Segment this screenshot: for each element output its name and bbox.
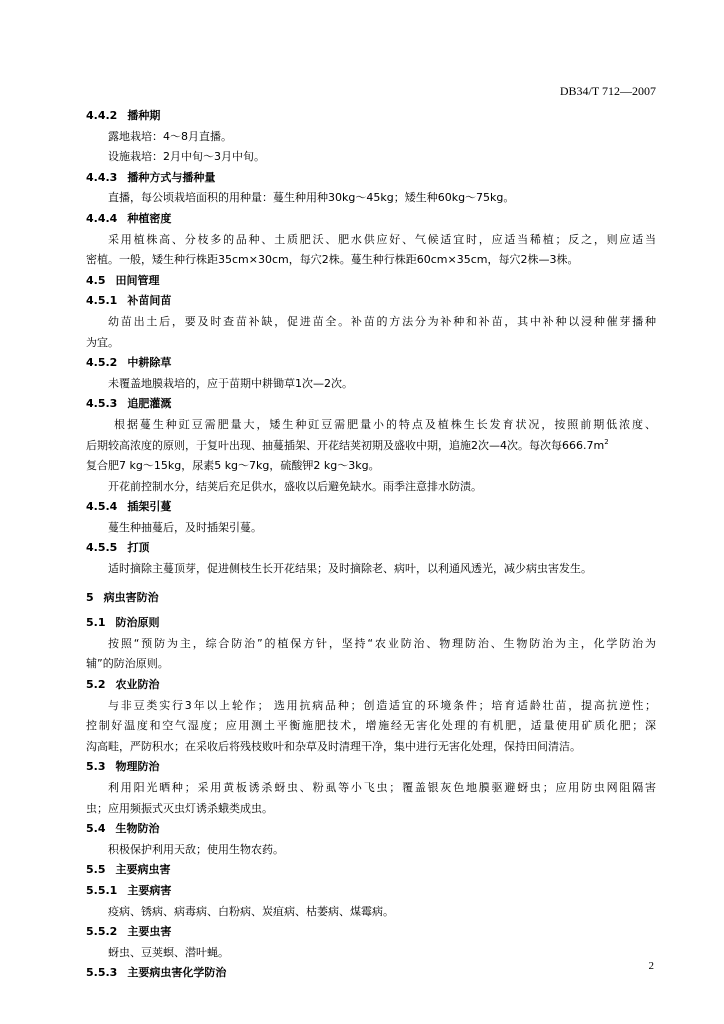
paragraph-line: 沟高畦，严防积水；在采收后将残枝败叶和杂草及时清理干净，集中进行无害化处理，保持田间清洁。 xyxy=(86,739,581,753)
paragraph-line: 复合肥7 kg～15kg，尿素5 kg～7kg，硫酸钾2 kg～3kg。 xyxy=(86,459,380,473)
paragraph-line: 按照“预防为主，综合防治”的植保方针，坚持“农业防治、物理防治、生物防治为主，化学防治为 xyxy=(108,636,656,650)
paragraph-line: 利用阳光晒种；采用黄板诱杀蚜虫、粉虱等小飞虫；覆盖银灰色地膜驱避蚜虫；应用防虫网阻隔害 xyxy=(108,781,656,794)
section-heading: 4.4.4 种植密度 xyxy=(86,211,172,225)
section-heading: 4.4.2 播种期 xyxy=(86,109,161,122)
page-number: 2 xyxy=(648,960,654,972)
chapter-heading: 5 病虫害防治 xyxy=(86,590,159,604)
paragraph-line: 疫病、锈病、病毒病、白粉病、炭疽病、枯萎病、煤霉病。 xyxy=(108,904,394,918)
section-heading: 5.5.2 主要虫害 xyxy=(86,925,172,939)
section-heading: 4.5 田间管理 xyxy=(86,273,160,287)
standard-number: DB34/T 712—2007 xyxy=(559,84,656,98)
paragraph-line: 控制好温度和空气湿度；应用测土平衡施肥技术，增施经无害化处理的有机肥，适量使用矿质化肥；深 xyxy=(86,719,656,733)
section-heading: 4.4.3 播种方式与播种量 xyxy=(86,170,216,184)
paragraph-line: 积极保护利用天敌；使用生物农药。 xyxy=(108,842,284,856)
section-heading: 5.2 农业防治 xyxy=(86,678,160,692)
section-heading: 4.5.3 追肥灌溉 xyxy=(86,397,172,411)
section-heading: 4.5.5 打顶 xyxy=(86,541,150,555)
paragraph-line: 蔓生种抽蔓后，及时插架引蔓。 xyxy=(108,520,262,534)
section-heading: 5.4 生物防治 xyxy=(86,822,160,836)
paragraph-line: 直播，每公顷栽培面积的用种量：蔓生种用种30kg～45kg；矮生种60kg～75kg。 xyxy=(108,191,515,205)
paragraph-line: 后期较高浓度的原则，于复叶出现、抽蔓插架、开花结荚初期及盛收中期，追施2次—4次。每次每$666.7m^2$ xyxy=(86,437,609,452)
paragraph-line: 根据蔓生种豇豆需肥量大，矮生种豇豆需肥量小的特点及植株生长发育状况，按照前期低浓度、 xyxy=(114,417,656,431)
section-heading: 5.5 主要病虫害 xyxy=(86,863,171,877)
paragraph-line: 采用植株高、分枝多的品种、土质肥沃、肥水供应好、气候适宜时，应适当稀植；反之，则应适当 xyxy=(108,232,656,246)
section-heading: 4.5.1 补苗间苗 xyxy=(86,294,172,308)
paragraph-line: 辅”的防治原则。 xyxy=(86,657,169,671)
section-heading: 5.5.1 主要病害 xyxy=(86,883,172,897)
section-heading: 4.5.4 插架引蔓 xyxy=(86,500,172,514)
paragraph-line: 设施栽培：2月中旬～3月中旬。 xyxy=(108,150,265,164)
paragraph-line: 为宜。 xyxy=(86,335,119,349)
section-heading: 5.1 防治原则 xyxy=(86,616,160,630)
paragraph-line: 开花前控制水分，结荚后充足供水，盛收以后避免缺水。雨季注意排水防渍。 xyxy=(108,479,482,493)
section-heading: 5.3 物理防治 xyxy=(86,760,160,774)
paragraph-line: 蚜虫、豆荚螟、潜叶蝇。 xyxy=(108,945,229,959)
paragraph-line: 密植。一般，矮生种行株距35cm×30cm，每穴2株。蔓生种行株距60cm×35cm，每穴2株—3株。 xyxy=(86,253,579,267)
paragraph-line: 未覆盖地膜栽培的，应于苗期中耕锄草1次—2次。 xyxy=(108,376,353,390)
document-body xyxy=(86,106,656,984)
section-heading: 4.5.2 中耕除草 xyxy=(86,356,172,370)
superscript: 2 xyxy=(604,437,609,446)
paragraph-line: 幼苗出土后，要及时查苗补缺，促进苗全。补苗的方法分为补种和补苗，其中补种以浸种催芽播种 xyxy=(108,314,656,328)
paragraph-line: 适时摘除主蔓顶芽，促进侧枝生长开花结果；及时摘除老、病叶，以利通风透光，减少病虫害发生。 xyxy=(108,562,592,576)
section-heading: 5.5.3 主要病虫害化学防治 xyxy=(86,966,227,980)
paragraph-line: 与非豆类实行3年以上轮作； 选用抗病品种；创造适宜的环境条件；培育适龄壮苗，提高抗逆性； xyxy=(108,698,656,712)
paragraph-line: 虫；应用频振式灭虫灯诱杀蛾类成虫。 xyxy=(86,801,273,815)
paragraph-line: 露地栽培：4～8月直播。 xyxy=(108,129,232,143)
